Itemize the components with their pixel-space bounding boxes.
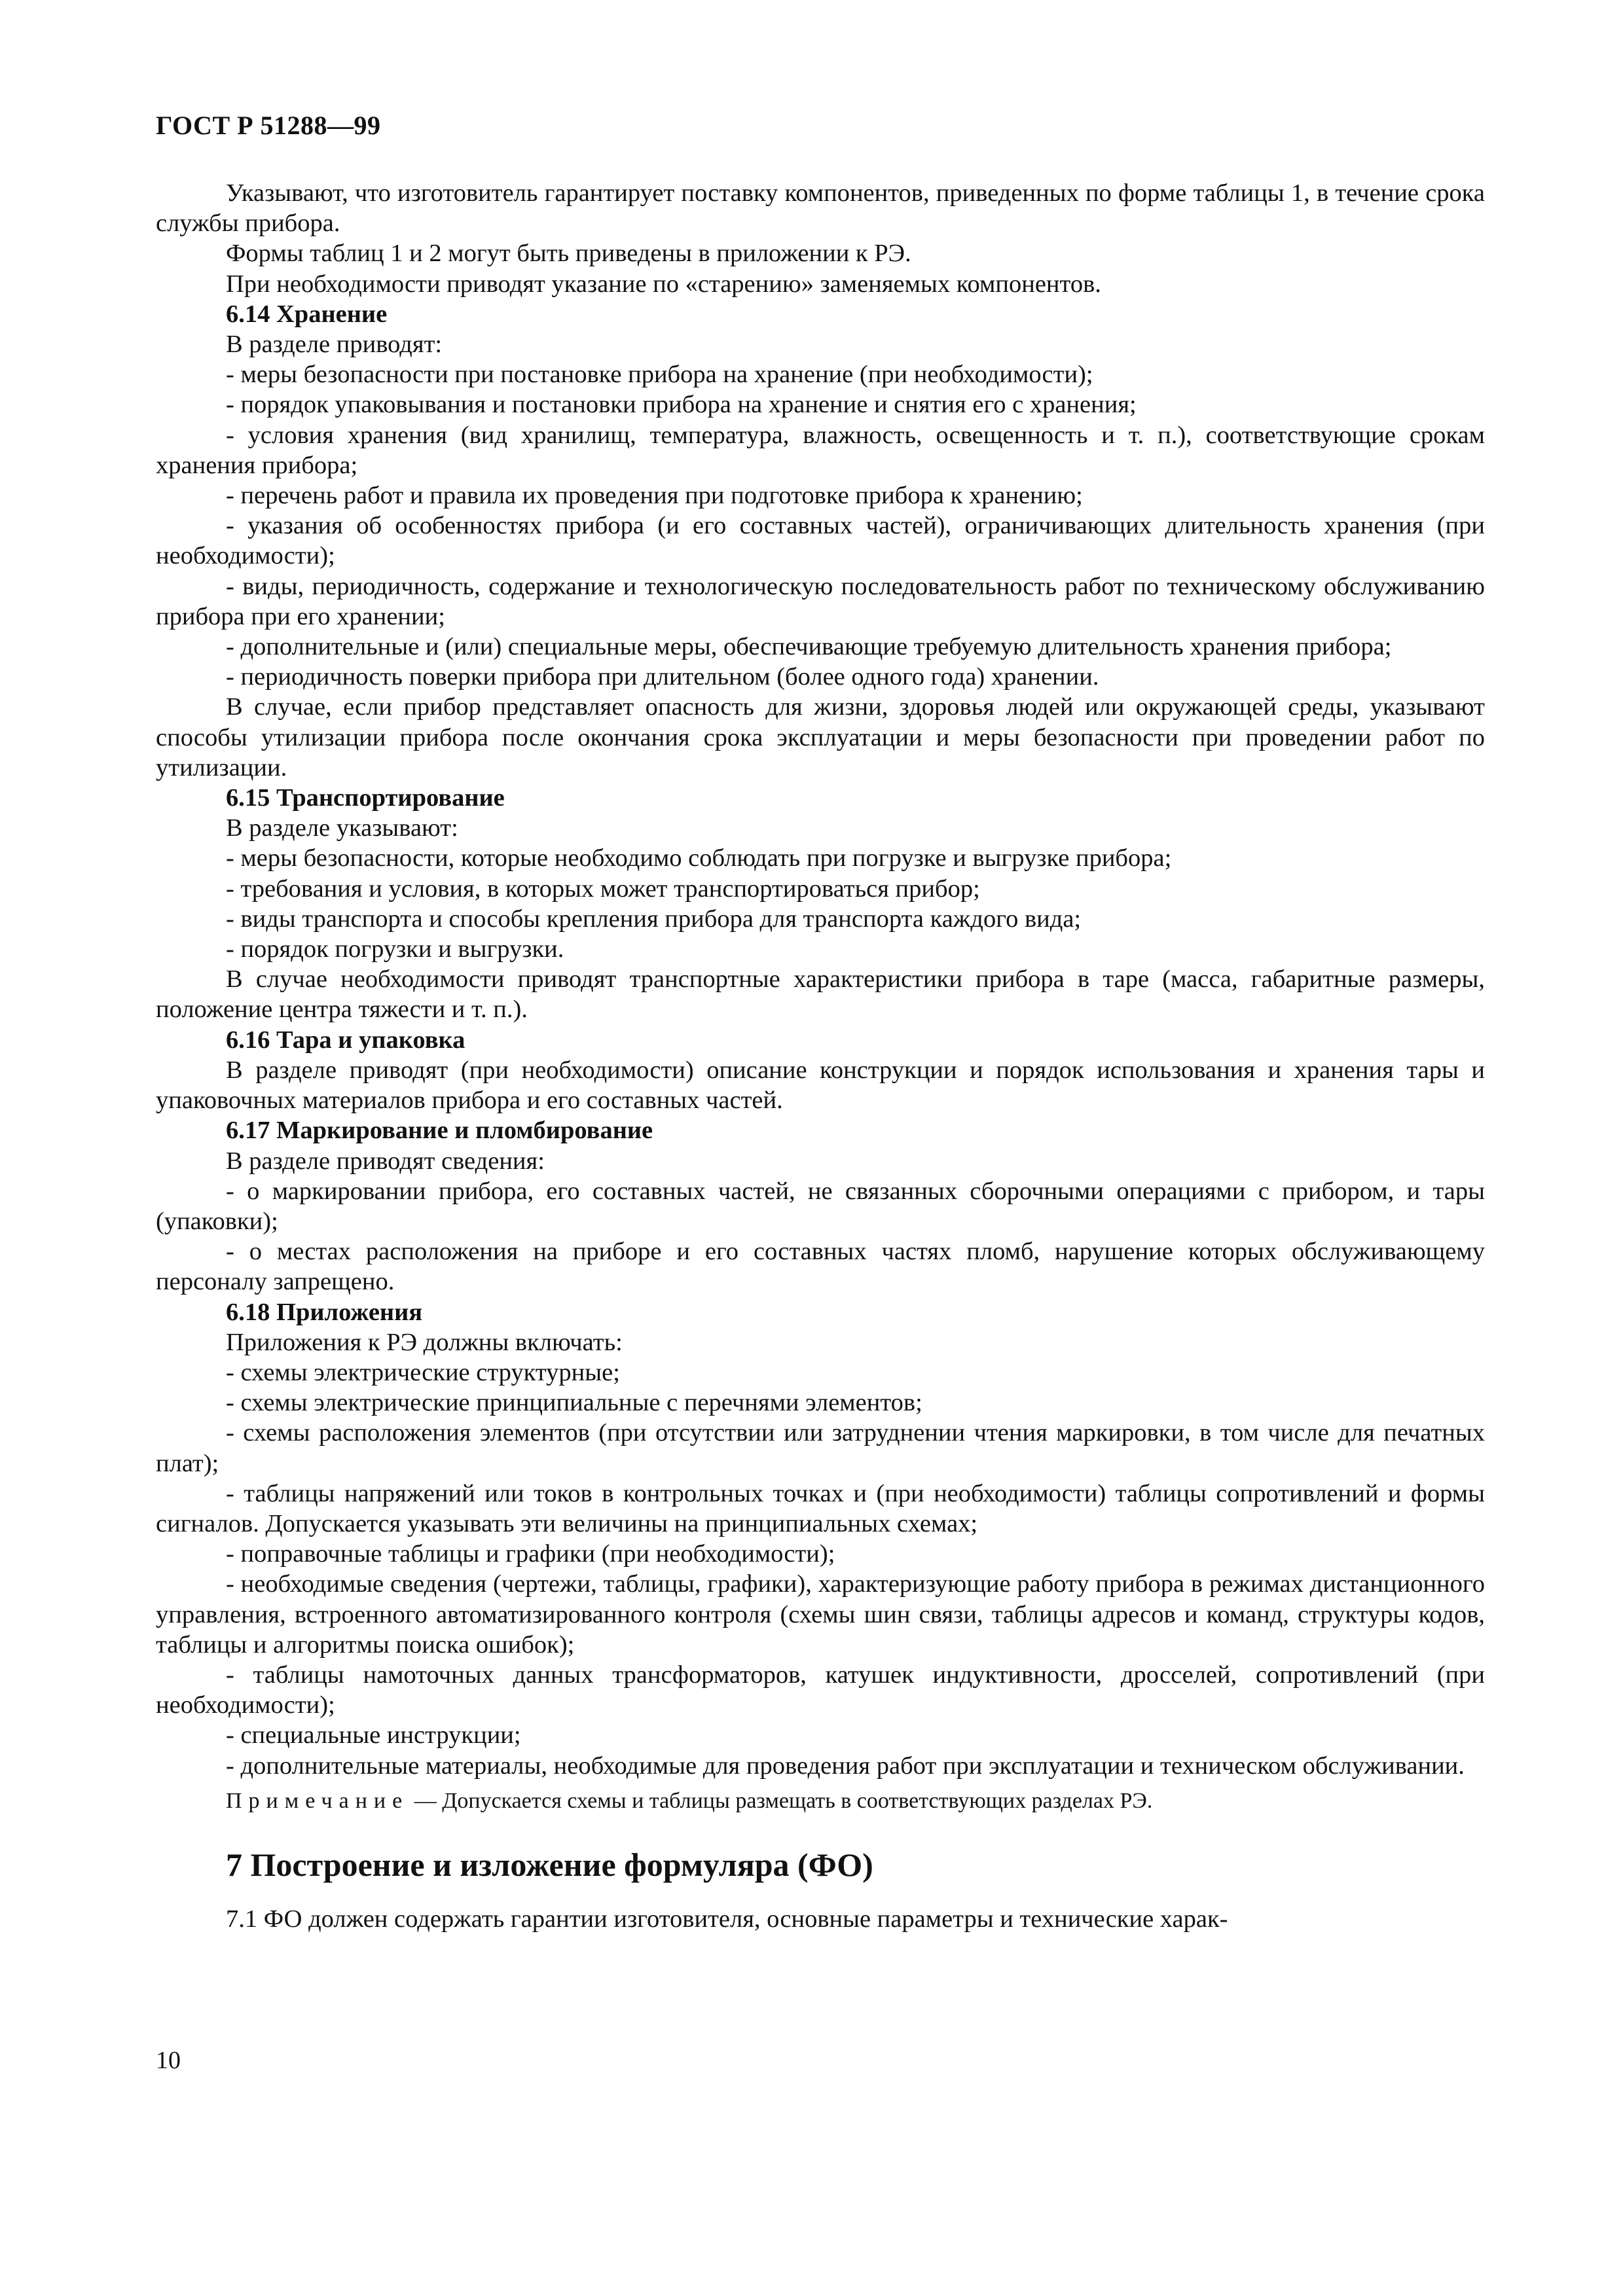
paragraph: Приложения к РЭ должны включать:	[226, 1328, 623, 1356]
page-content	[156, 178, 1485, 1934]
section-6-16	[156, 1025, 1485, 1116]
list-item: - порядок упаковывания и постановки прибора на хранение и снятия его с хранения;	[226, 391, 1137, 419]
list-item: - таблицы напряжений или токов в контрольных точках и (при необходимости) таблицы сопротивлений и формы сигналов. Допускается указывать эти величины на принципиальных схемах;	[156, 1479, 1485, 1537]
list-item: - поправочные таблицы и графики (при необходимости);	[226, 1540, 835, 1568]
list-item: - перечень работ и правила их проведения при подготовке прибора к хранению;	[226, 482, 1083, 510]
note-label: Примечание	[226, 1788, 409, 1813]
paragraph: В разделе приводят сведения:	[226, 1147, 545, 1175]
list-item: - условия хранения (вид хранилищ, температура, влажность, освещенность и т. п.), соответствующие срокам хранения прибора;	[156, 421, 1485, 479]
list-item: - дополнительные материалы, необходимые для проведения работ при эксплуатации и техническом обслуживании.	[226, 1751, 1465, 1780]
list-item: - схемы электрические принципиальные с перечнями элементов;	[226, 1389, 922, 1417]
section-6-14	[156, 299, 1485, 783]
list-item: - требования и условия, в которых может транспортироваться прибор;	[226, 874, 980, 903]
note	[156, 1786, 1485, 1816]
list-item: - схемы электрические структурные;	[226, 1358, 620, 1386]
list-item: - виды, периодичность, содержание и технологическую последовательность работ по техническому обслуживанию прибора при его хранении;	[156, 572, 1485, 630]
list-item: - о местах расположения на приборе и его составных частях пломб, нарушение которых обслуживающему персоналу запрещено.	[156, 1238, 1485, 1296]
list-item: - дополнительные и (или) специальные меры, обеспечивающие требуемую длительность хранения прибора;	[226, 633, 1392, 661]
paragraph: Указывают, что изготовитель гарантирует поставку компонентов, приведенных по форме таблицы 1, в течение срока службы прибора.	[156, 179, 1485, 238]
document-header: ГОСТ Р 51288—99	[156, 111, 381, 140]
page-number: 10	[156, 2047, 181, 2074]
list-item: - схемы расположения элементов (при отсутствии или затруднении чтения маркировки, в том числе для печатных плат);	[156, 1419, 1485, 1477]
list-item: - меры безопасности при постановке прибора на хранение (при необходимости);	[226, 361, 1093, 389]
paragraph: В разделе приводят (при необходимости) описание конструкции и порядок использования и хранения тары и упаковочных материалов прибора и его составных частей.	[156, 1056, 1485, 1115]
list-item: - виды транспорта и способы крепления прибора для транспорта каждого вида;	[226, 905, 1082, 933]
section-6-18	[156, 1297, 1485, 1781]
section-heading: 6.18 Приложения	[226, 1298, 423, 1326]
paragraph: 7.1 ФО должен содержать гарантии изготовителя, основные параметры и технические харак-	[226, 1905, 1228, 1933]
section-heading: 6.15 Транспортирование	[226, 784, 505, 812]
section-6-17	[156, 1115, 1485, 1297]
intro-block	[156, 178, 1485, 299]
section-7-heading: 7 Построение и изложение формуляра (ФО)	[226, 1846, 873, 1883]
list-item: - о маркировании прибора, его составных частей, не связанных сборочными операциями с прибором, и тары (упаковки);	[156, 1177, 1485, 1235]
paragraph: В разделе приводят:	[226, 331, 443, 359]
note-text: — Допускается схемы и таблицы размещать в соответствующих разделах РЭ.	[409, 1788, 1153, 1813]
list-item: - порядок погрузки и выгрузки.	[226, 935, 564, 963]
paragraph: Формы таблиц 1 и 2 могут быть приведены в приложении к РЭ.	[226, 240, 911, 268]
list-item: - необходимые сведения (чертежи, таблицы, графики), характеризующие работу прибора в режимах дистанционного управления, встроенного автоматизированного контроля (схемы шин связи, таблицы адресов и команд, структуры кодов, таблицы и алгоритмы поиска ошибок);	[156, 1570, 1485, 1659]
paragraph: В случае, если прибор представляет опасность для жизни, здоровья людей или окружающей среды, указывают способы утилизации прибора после окончания срока эксплуатации и меры безопасности при проведении работ по утилизации.	[156, 693, 1485, 781]
section-heading: 6.14 Хранение	[226, 300, 388, 328]
list-item: - таблицы намоточных данных трансформаторов, катушек индуктивности, дросселей, сопротивлений (при необходимости);	[156, 1660, 1485, 1719]
list-item: - меры безопасности, которые необходимо соблюдать при погрузке и выгрузке прибора;	[226, 844, 1172, 872]
list-item: - указания об особенностях прибора (и его составных частей), ограничивающих длительность хранения (при необходимости);	[156, 512, 1485, 570]
list-item: - специальные инструкции;	[226, 1721, 521, 1749]
section-heading: 6.16 Тара и упаковка	[226, 1026, 465, 1054]
list-item: - периодичность поверки прибора при длительном (более одного года) хранении.	[226, 663, 1099, 691]
paragraph: В разделе указывают:	[226, 814, 458, 842]
paragraph: При необходимости приводят указание по «старению» заменяемых компонентов.	[226, 270, 1101, 298]
paragraph: В случае необходимости приводят транспортные характеристики прибора в таре (масса, габаритные размеры, положение центра тяжести и т. п.).	[156, 965, 1485, 1024]
section-heading: 6.17 Маркирование и пломбирование	[226, 1117, 653, 1145]
section-6-15	[156, 783, 1485, 1025]
